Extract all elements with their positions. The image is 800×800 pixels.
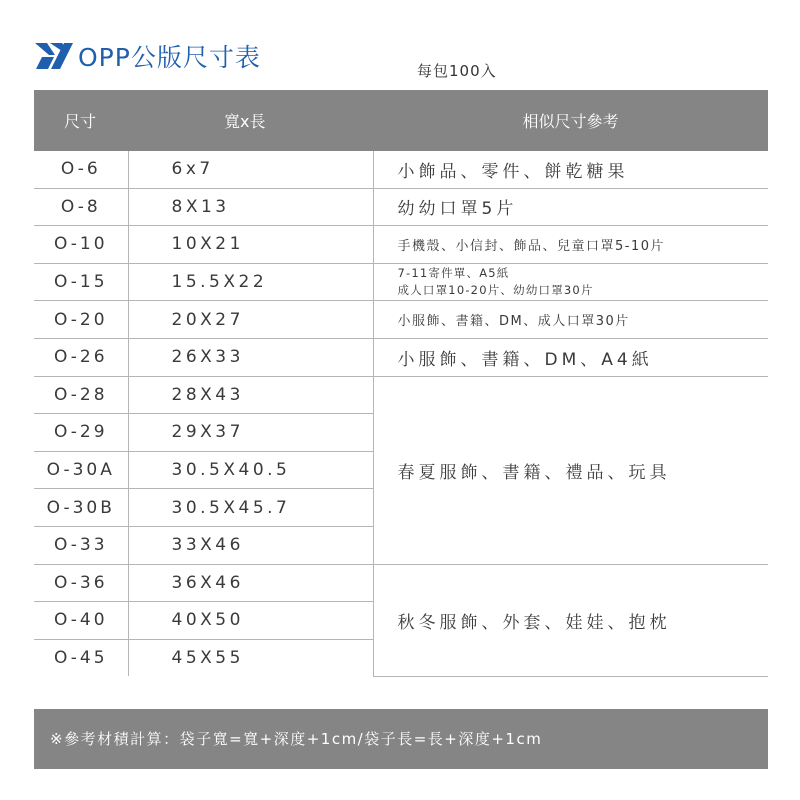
table-header-row xyxy=(34,90,768,151)
column-header-size: 尺寸 xyxy=(34,90,128,151)
table-row xyxy=(34,376,768,414)
page-title: OPP公版尺寸表 xyxy=(78,43,261,72)
reference-cell: 幼幼口罩5片 xyxy=(373,188,768,226)
reference-cell: 小飾品、零件、餅乾糖果 xyxy=(373,151,768,188)
brand-logo-icon xyxy=(34,40,74,72)
reference-cell xyxy=(373,263,768,301)
dimension-cell: 29X37 xyxy=(128,414,373,452)
table-row xyxy=(34,226,768,264)
size-cell: O-40 xyxy=(34,602,128,640)
dimension-cell: 30.5X45.7 xyxy=(128,489,373,527)
size-cell: O-45 xyxy=(34,639,128,676)
dimension-cell: 6x7 xyxy=(128,151,373,188)
size-table xyxy=(34,90,768,677)
dimension-cell: 20X27 xyxy=(128,301,373,339)
dimension-cell: 26X33 xyxy=(128,338,373,376)
reference-group-autumn-winter: 秋冬服飾、外套、娃娃、抱枕 xyxy=(373,564,768,676)
size-cell: O-6 xyxy=(34,151,128,188)
reference-line-1: 7-11寄件單、A5紙 xyxy=(397,266,510,281)
pack-quantity-note: 每包100入 xyxy=(417,62,497,80)
dimension-cell: 28X43 xyxy=(128,376,373,414)
reference-group-spring-summer: 春夏服飾、書籍、禮品、玩具 xyxy=(373,376,768,564)
dimension-cell: 36X46 xyxy=(128,564,373,602)
table-row xyxy=(34,188,768,226)
table-row xyxy=(34,151,768,188)
reference-cell: 小服飾、書籍、DM、A4紙 xyxy=(373,338,768,376)
table-row xyxy=(34,301,768,339)
table-row xyxy=(34,263,768,301)
table-row xyxy=(34,564,768,602)
size-cell: O-8 xyxy=(34,188,128,226)
size-cell: O-15 xyxy=(34,263,128,301)
size-cell: O-26 xyxy=(34,338,128,376)
page-header xyxy=(34,36,261,76)
dimension-cell: 15.5X22 xyxy=(128,263,373,301)
dimension-cell: 40X50 xyxy=(128,602,373,640)
size-cell: O-10 xyxy=(34,226,128,264)
reference-cell: 小服飾、書籍、DM、成人口罩30片 xyxy=(373,301,768,339)
dimension-cell: 8X13 xyxy=(128,188,373,226)
size-cell: O-28 xyxy=(34,376,128,414)
size-cell: O-29 xyxy=(34,414,128,452)
volume-calculation-note: ※參考材積計算：袋子寬=寬+深度+1cm/袋子長=長+深度+1cm xyxy=(50,730,543,748)
size-cell: O-30B xyxy=(34,489,128,527)
reference-line-2: 成人口罩10-20片、幼幼口罩30片 xyxy=(397,283,594,298)
column-header-reference: 相似尺寸參考 xyxy=(373,90,768,151)
size-cell: O-33 xyxy=(34,526,128,564)
size-cell: O-30A xyxy=(34,451,128,489)
table-row xyxy=(34,338,768,376)
footer-note-bar xyxy=(34,709,768,769)
size-cell: O-36 xyxy=(34,564,128,602)
dimension-cell: 33X46 xyxy=(128,526,373,564)
dimension-cell: 10X21 xyxy=(128,226,373,264)
dimension-cell: 45X55 xyxy=(128,639,373,676)
reference-cell: 手機殼、小信封、飾品、兒童口罩5-10片 xyxy=(373,226,768,264)
size-cell: O-20 xyxy=(34,301,128,339)
dimension-cell: 30.5X40.5 xyxy=(128,451,373,489)
column-header-dimensions: 寬x長 xyxy=(128,90,373,151)
